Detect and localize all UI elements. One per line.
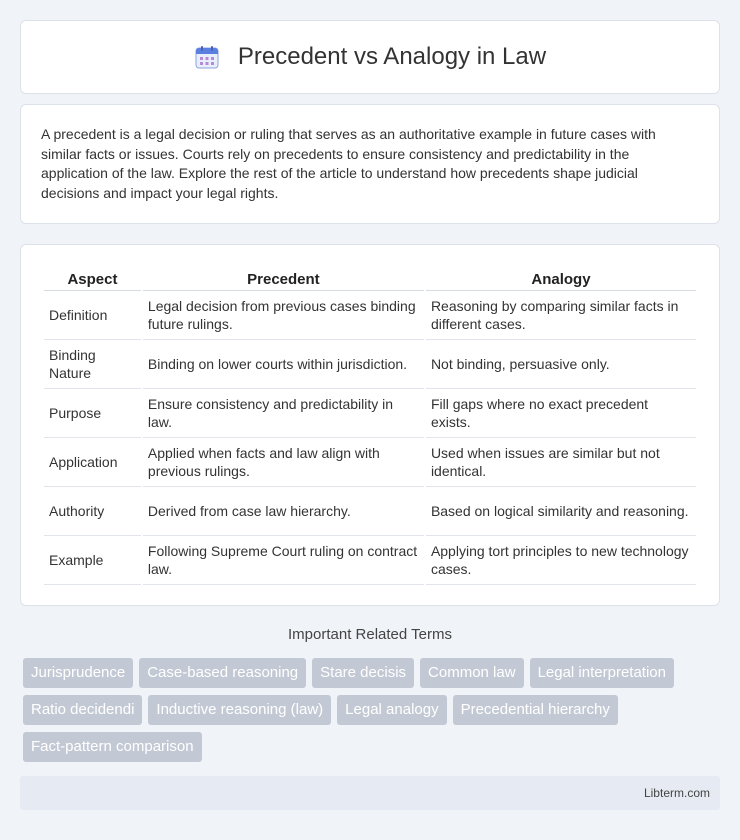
comparison-table-card	[20, 244, 720, 606]
header-inner	[194, 43, 546, 71]
table-row	[44, 438, 696, 487]
cell-precedent: Following Supreme Court ruling on contract law.	[143, 536, 424, 585]
cell-precedent: Applied when facts and law align with previous rulings.	[143, 438, 424, 487]
cell-precedent: Derived from case law hierarchy.	[143, 487, 424, 536]
cell-analogy: Based on logical similarity and reasoning.	[426, 487, 696, 536]
cell-analogy: Not binding, persuasive only.	[426, 340, 696, 389]
cell-precedent: Legal decision from previous cases binding future rulings.	[143, 291, 424, 340]
related-terms-list	[23, 658, 723, 762]
cell-analogy: Used when issues are similar but not identical.	[426, 438, 696, 487]
tag-case-based-reasoning[interactable]: Case-based reasoning	[139, 658, 306, 688]
tag-ratio-decidendi[interactable]: Ratio decidendi	[23, 695, 142, 725]
header-aspect: Aspect	[44, 265, 141, 291]
cell-analogy: Reasoning by comparing similar facts in different cases.	[426, 291, 696, 340]
cell-aspect: Binding Nature	[44, 340, 141, 389]
cell-analogy: Fill gaps where no exact precedent exists.	[426, 389, 696, 438]
tag-precedential-hierarchy[interactable]: Precedential hierarchy	[453, 695, 618, 725]
tag-jurisprudence[interactable]: Jurisprudence	[23, 658, 133, 688]
tag-stare-decisis[interactable]: Stare decisis	[312, 658, 414, 688]
cell-precedent: Binding on lower courts within jurisdiction.	[143, 340, 424, 389]
page-title: Precedent vs Analogy in Law	[237, 43, 547, 70]
table-row	[44, 389, 696, 438]
tag-common-law[interactable]: Common law	[420, 658, 524, 688]
table-row	[44, 340, 696, 389]
footer-site-link[interactable]: Libterm.com	[643, 786, 710, 800]
cell-aspect: Purpose	[44, 389, 141, 438]
comparison-table	[42, 265, 698, 585]
header-precedent: Precedent	[143, 265, 424, 291]
tag-fact-pattern-comparison[interactable]: Fact-pattern comparison	[23, 732, 202, 762]
table-row	[44, 291, 696, 340]
tag-legal-interpretation[interactable]: Legal interpretation	[530, 658, 674, 688]
footer	[20, 776, 720, 810]
intro-card	[20, 104, 720, 224]
cell-precedent: Ensure consistency and predictability in law.	[143, 389, 424, 438]
cell-aspect: Definition	[44, 291, 141, 340]
tag-inductive-reasoning[interactable]: Inductive reasoning (law)	[148, 695, 331, 725]
header-card	[20, 20, 720, 94]
table-header-row	[44, 265, 696, 291]
cell-analogy: Applying tort principles to new technology cases.	[426, 536, 696, 585]
cell-aspect: Authority	[44, 487, 141, 536]
calendar-icon	[194, 44, 220, 70]
intro-text: A precedent is a legal decision or ruling that serves as an authoritative example in future cases with similar facts or issues. Courts rely on precedents to ensure consistency and predictability in the application of the law. Explore the rest of the article to understand how precedents shape judicial decisions and impact your legal rights.	[41, 126, 656, 201]
related-terms-title: Important Related Terms	[288, 626, 452, 643]
header-analogy: Analogy	[426, 265, 696, 291]
table-row	[44, 487, 696, 536]
cell-aspect: Application	[44, 438, 141, 487]
cell-aspect: Example	[44, 536, 141, 585]
tag-legal-analogy[interactable]: Legal analogy	[337, 695, 446, 725]
table-row	[44, 536, 696, 585]
